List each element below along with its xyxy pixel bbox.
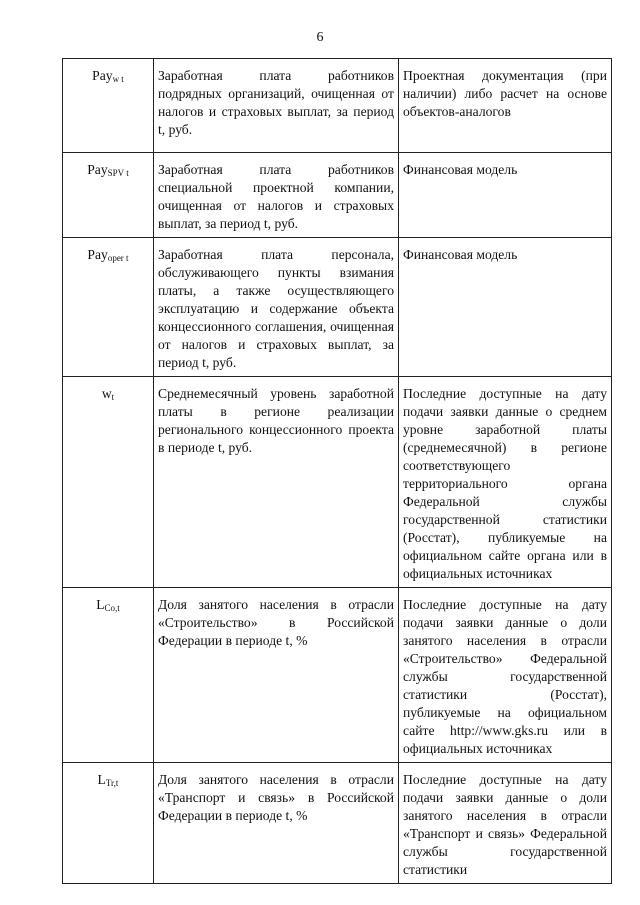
source-cell: Финансовая модель	[399, 238, 612, 377]
source-cell: Финансовая модель	[399, 153, 612, 238]
table-row	[63, 59, 612, 153]
symbol-cell	[63, 59, 154, 153]
description-cell: Заработная плата работников подрядных организаций, очищенная от налогов и страховых выплат, за период t, руб.	[154, 59, 399, 153]
variables-table	[62, 58, 612, 884]
source-cell: Последние доступные на дату подачи заявки данные о доли занятого населения в отрасли «Транспорт и связь» Федеральной службы государственной статистики	[399, 763, 612, 884]
symbol: Pay	[87, 162, 108, 177]
table-row	[63, 153, 612, 238]
symbol-cell	[63, 238, 154, 377]
symbol-subscript: SPV t	[107, 168, 129, 178]
symbol-cell	[63, 763, 154, 884]
table-row	[63, 377, 612, 588]
symbol-subscript: w t	[112, 74, 124, 84]
symbol-subscript: t	[111, 392, 115, 402]
symbol: L	[97, 772, 106, 787]
page-number: 6	[316, 30, 324, 45]
symbol-subscript: Tr,t	[105, 778, 119, 788]
source-cell: Последние доступные на дату подачи заявки данные о доли занятого населения в отрасли «Строительство» Федеральной службы государственной статистики (Росстат), публикуемые на официальном сайте http://www.gks.ru или в официальных источниках	[399, 588, 612, 763]
source-cell: Проектная документация (при наличии) либо расчет на основе объектов-аналогов	[399, 59, 612, 153]
description-cell: Среднемесячный уровень заработной платы в регионе реализации регионального концессионного проекта в периоде t, руб.	[154, 377, 399, 588]
table-row	[63, 238, 612, 377]
description-cell: Доля занятого населения в отрасли «Строительство» в Российской Федерации в периоде t, %	[154, 588, 399, 763]
symbol-subscript: Co,t	[104, 603, 120, 613]
description-cell: Заработная плата персонала, обслуживающего пункты взимания платы, а также осуществляющего эксплуатацию и содержание объекта концессионного соглашения, очищенная от налогов и страховых выплат, за период t, руб.	[154, 238, 399, 377]
symbol-subscript: oper t	[107, 253, 129, 263]
symbol-cell	[63, 153, 154, 238]
table-row	[63, 763, 612, 884]
source-cell: Последние доступные на дату подачи заявки данные о среднем уровне заработной платы (среднемесячной) в регионе соответствующего территориального органа Федеральной службы государственной статистики (Росстат), публикуемые на официальном сайте органа или в официальных источниках	[399, 377, 612, 588]
symbol-cell	[63, 377, 154, 588]
symbol-cell	[63, 588, 154, 763]
symbol: w	[101, 386, 112, 401]
table-row	[63, 588, 612, 763]
symbol: Pay	[87, 247, 108, 262]
symbol: L	[96, 597, 105, 612]
description-cell: Заработная плата работников специальной проектной компании, очищенная от налогов и страховых выплат, за период t, руб.	[154, 153, 399, 238]
description-cell: Доля занятого населения в отрасли «Транспорт и связь» в Российской Федерации в периоде t, %	[154, 763, 399, 884]
symbol: Pay	[92, 68, 113, 83]
